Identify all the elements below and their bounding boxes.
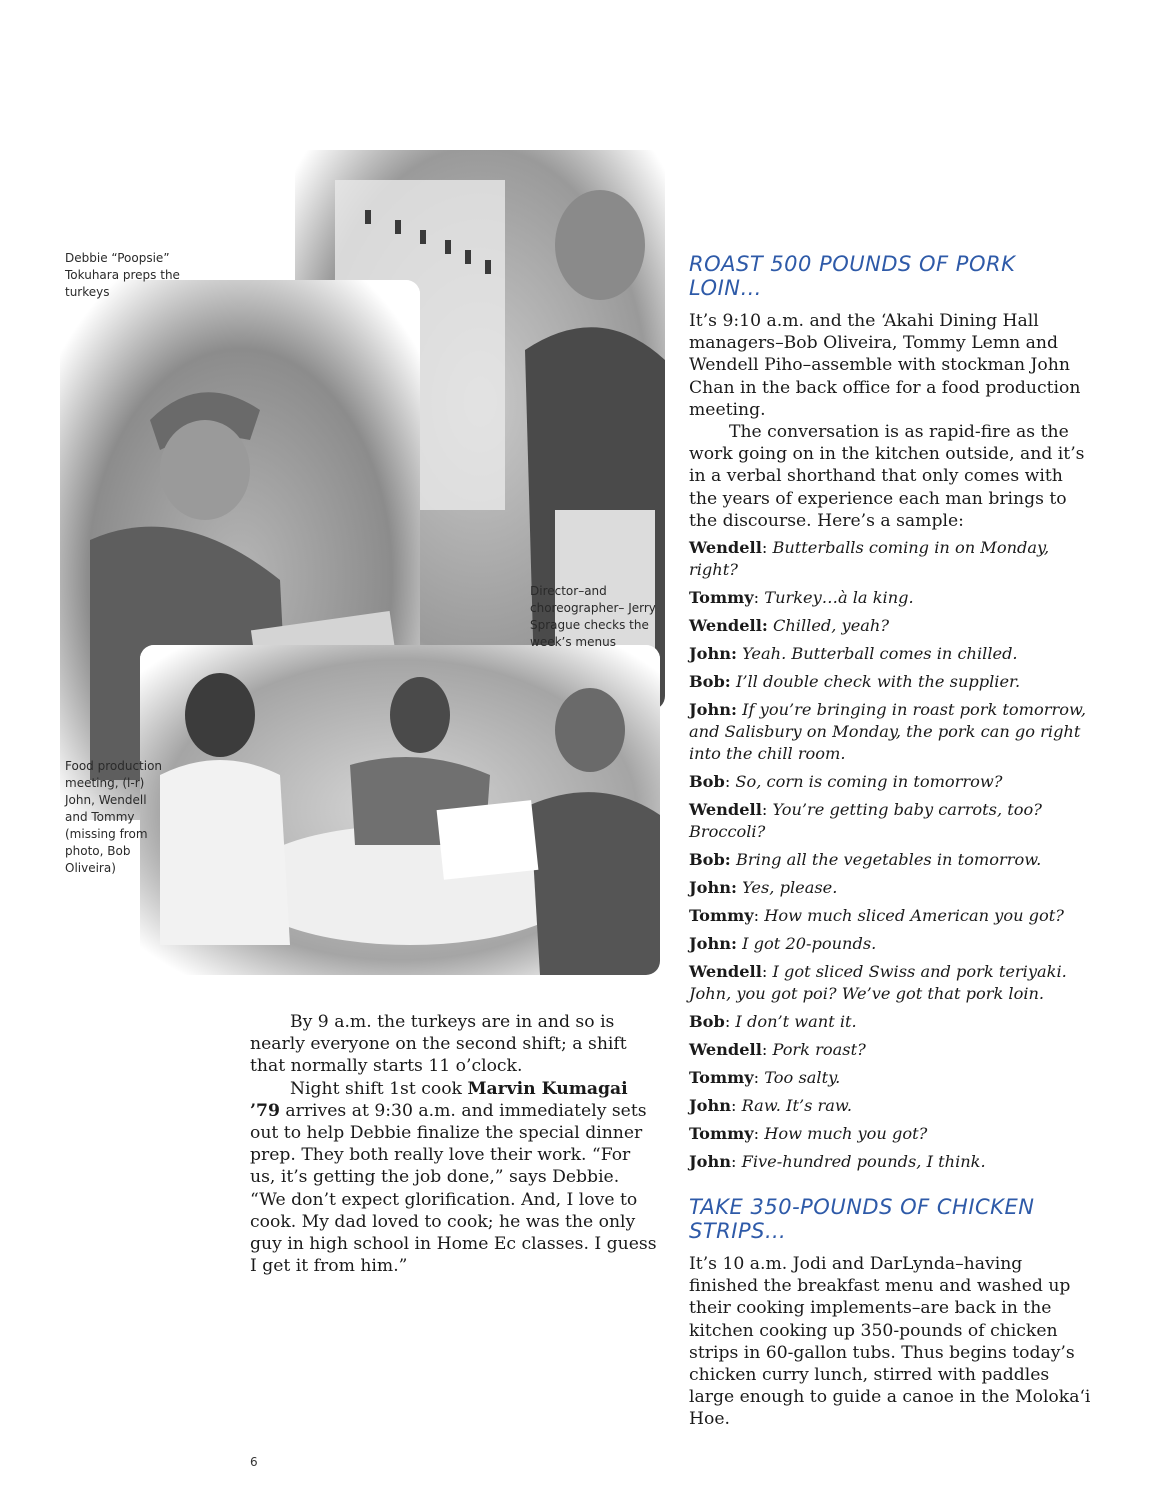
- right-paragraph-2: The conversation is as rapid-fire as the work going on in the kitchen outside, and it’s in a verbal shorthand that only comes with the years of experience each man brings to the discourse. Here’s a sample:: [689, 422, 1085, 531]
- section-heading-chicken: TAKE 350-POUNDS OF CHICKEN STRIPS…: [689, 1195, 1035, 1244]
- dialogue-line: [689, 1039, 1094, 1061]
- dialogue-speaker: Tommy: [689, 1124, 754, 1144]
- dialogue-line: [689, 1151, 1094, 1173]
- dialogue-line: [689, 1011, 1094, 1033]
- left-paragraph-2: [250, 1078, 660, 1278]
- dialogue-text: Raw. It’s raw.: [741, 1096, 853, 1116]
- dialogue-speaker: Tommy: [689, 588, 754, 608]
- dialogue-text: I got sliced Swiss and pork teriyaki. John, you got poi? We’ve got that pork loin.: [689, 962, 1067, 1004]
- dialogue-line: [689, 1067, 1094, 1089]
- dialogue-speaker: Wendell:: [689, 616, 768, 636]
- dialogue-text: Butterballs coming in on Monday, right?: [689, 538, 1050, 580]
- dialogue-speaker: Bob: [689, 1012, 725, 1032]
- dialogue-speaker: Tommy: [689, 1068, 754, 1088]
- dialogue-separator: :: [761, 800, 773, 820]
- dialogue-speaker: John: [689, 1096, 731, 1116]
- dialogue-speaker: John:: [689, 700, 737, 720]
- dialogue-line: [689, 877, 1094, 899]
- dialogue-text: Too salty.: [764, 1068, 841, 1088]
- left-paragraph-1: By 9 a.m. the turkeys are in and so is nearly everyone on the second shift; a shift that normally starts 11 o’clock.: [250, 1012, 627, 1077]
- dialogue-line: [689, 537, 1094, 581]
- right-column: [689, 252, 1094, 1431]
- dialogue-speaker: Bob:: [689, 850, 731, 870]
- dialogue-speaker: John:: [689, 934, 737, 954]
- dialogue-speaker: Bob: [689, 772, 725, 792]
- dialogue-separator: :: [753, 1124, 765, 1144]
- dialogue-text: I don’t want it.: [735, 1012, 857, 1032]
- dialogue-line: [689, 961, 1094, 1005]
- page-number: 6: [250, 1455, 258, 1469]
- dialogue-line: [689, 933, 1094, 955]
- dialogue-line: [689, 799, 1094, 843]
- dialogue-separator: :: [761, 1040, 773, 1060]
- dialogue-text: I got 20-pounds.: [742, 934, 877, 954]
- dialogue-text: Chilled, yeah?: [772, 616, 890, 636]
- dialogue-text: Turkey…à la king.: [764, 588, 914, 608]
- section-heading-pork: ROAST 500 POUNDS OF PORK LOIN…: [689, 252, 1016, 300]
- dialogue-separator: :: [753, 588, 765, 608]
- dialogue-speaker: Wendell: [689, 962, 762, 982]
- dialogue-text: How much you got?: [764, 1124, 928, 1144]
- left-paragraph-2-rest: arrives at 9:30 a.m. and immediately sets out to help Debbie finalize the special dinner prep. They both really love their work. “For us, it’s getting the job done,” says Debbie. “We don’t expect glorification. And, I love to cook. My dad loved to cook; he was the only guy in high school in Home Ec classes. I guess I get it from him.”: [250, 1100, 657, 1277]
- dialogue-speaker: John:: [689, 878, 737, 898]
- dialogue-separator: :: [724, 772, 736, 792]
- dialogue-separator: :: [761, 538, 773, 558]
- dialogue-text: Yeah. Butterball comes in chilled.: [742, 644, 1018, 664]
- dialogue-line: [689, 587, 1094, 609]
- dialogue-speaker: Wendell: [689, 538, 762, 558]
- cook-name: Marvin Kumagai ’79: [250, 1078, 628, 1121]
- left-paragraph-2-intro: Night shift 1st cook: [290, 1078, 468, 1099]
- dialogue-text: How much sliced American you got?: [764, 906, 1064, 926]
- dialogue-line: [689, 849, 1094, 871]
- photo-food-production-meeting: [140, 645, 660, 975]
- dialogue-list: [689, 537, 1094, 1173]
- dialogue-line: [689, 643, 1094, 665]
- dialogue-speaker: John: [689, 1152, 731, 1172]
- right-paragraph-3: It’s 10 a.m. Jodi and DarLynda–having finished the breakfast menu and washed up their cooking implements–are back in the kitchen cooking up 350-pounds of chicken strips in 60-gallon tubs. Thus begins today’s chicken curry lunch, stirred with paddles large enough to guide a canoe in the Moloka‘i Hoe.: [689, 1254, 1091, 1430]
- dialogue-text: You’re getting baby carrots, too? Broccoli?: [689, 800, 1042, 842]
- dialogue-speaker: Tommy: [689, 906, 754, 926]
- dialogue-speaker: Wendell: [689, 800, 762, 820]
- dialogue-text: Five-hundred pounds, I think.: [741, 1152, 986, 1172]
- dialogue-separator: :: [731, 1152, 742, 1172]
- right-paragraph-1: It’s 9:10 a.m. and the ‘Akahi Dining Hall managers–Bob Oliveira, Tommy Lemn and Wendell Piho–assemble with stockman John Chan in the back office for a food production meeting.: [689, 311, 1081, 420]
- dialogue-line: [689, 615, 1094, 637]
- left-column: [250, 1011, 660, 1277]
- dialogue-separator: :: [753, 1068, 765, 1088]
- dialogue-text: Pork roast?: [772, 1040, 866, 1060]
- dialogue-separator: :: [753, 906, 765, 926]
- dialogue-text: Bring all the vegetables in tomorrow.: [735, 850, 1042, 870]
- dialogue-separator: :: [731, 1096, 742, 1116]
- dialogue-speaker: Bob:: [689, 672, 731, 692]
- caption-meeting: Food production meeting, (l-r) John, Wendell and Tommy (missing from photo, Bob Oliveira): [65, 759, 163, 875]
- dialogue-line: [689, 671, 1094, 693]
- caption-debbie: Debbie “Poopsie” Tokuhara preps the turkeys: [65, 251, 180, 299]
- dialogue-line: [689, 1095, 1094, 1117]
- caption-director: Director–and choreographer– Jerry Sprague checks the week’s menus: [530, 584, 656, 649]
- dialogue-line: [689, 771, 1094, 793]
- dialogue-text: I’ll double check with the supplier.: [735, 672, 1021, 692]
- dialogue-line: [689, 1123, 1094, 1145]
- dialogue-line: [689, 699, 1094, 765]
- dialogue-line: [689, 905, 1094, 927]
- dialogue-separator: :: [761, 962, 773, 982]
- dialogue-text: If you’re bringing in roast pork tomorrow, and Salisbury on Monday, the pork can go right into the chill room.: [689, 700, 1087, 764]
- dialogue-text: Yes, please.: [742, 878, 838, 898]
- dialogue-speaker: John:: [689, 644, 737, 664]
- dialogue-text: So, corn is coming in tomorrow?: [735, 772, 1003, 792]
- dialogue-separator: :: [724, 1012, 736, 1032]
- dialogue-speaker: Wendell: [689, 1040, 762, 1060]
